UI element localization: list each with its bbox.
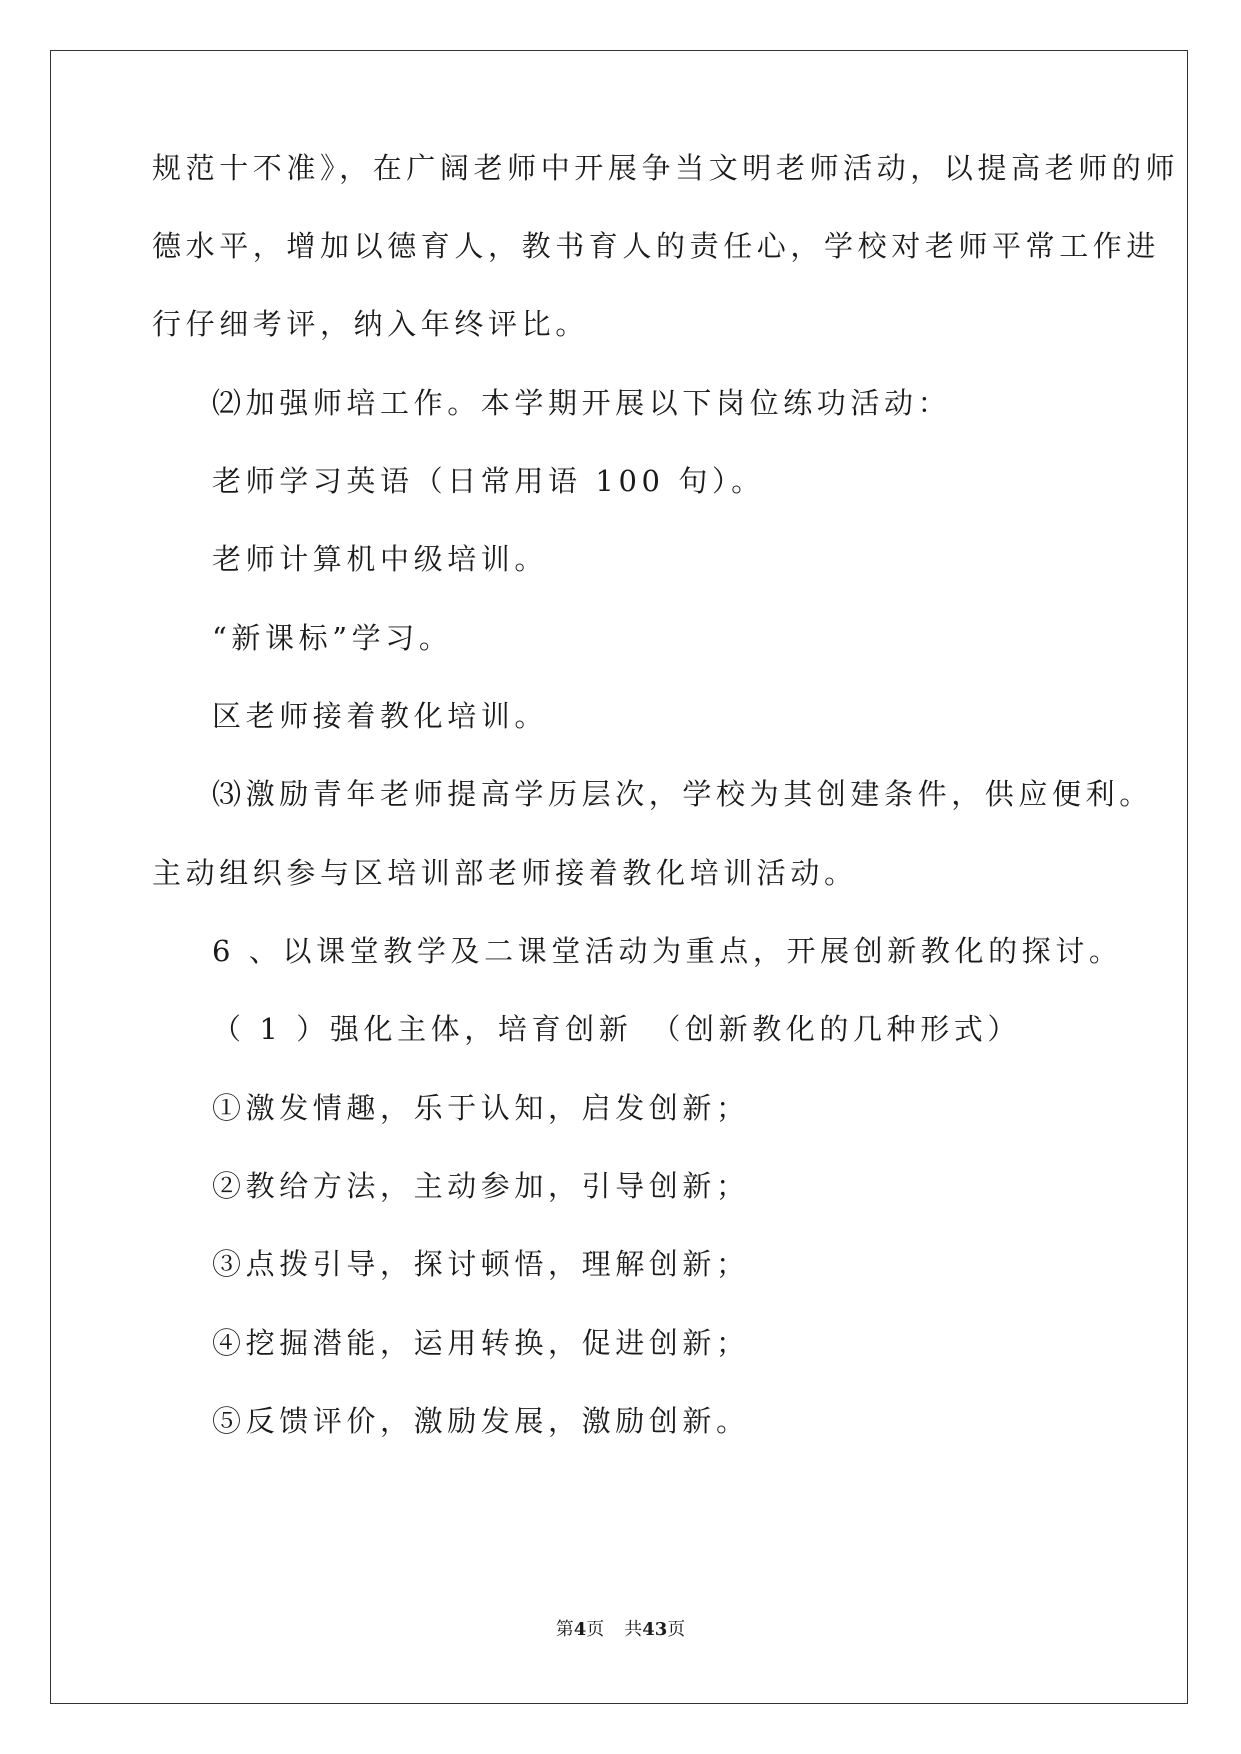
paragraph-line-2: 德水平，增加以德育人，教书育人的责任心，学校对老师平常工作进 bbox=[152, 229, 1161, 263]
total-pages: 43 bbox=[642, 1619, 668, 1640]
paragraph-line-4: ⑵加强师培工作。本学期开展以下岗位练功活动： bbox=[212, 386, 952, 420]
paragraph-line-17: ⑤反馈评价，激励发展，激励创新。 bbox=[212, 1404, 750, 1438]
paragraph-line-3: 行仔细考评，纳入年终评比。 bbox=[152, 307, 589, 341]
paragraph-line-14: ②教给方法，主动参加，引导创新； bbox=[212, 1169, 750, 1203]
paragraph-line-7: “新课标”学习。 bbox=[212, 621, 453, 655]
paragraph-line-8: 区老师接着教化培训。 bbox=[212, 699, 549, 733]
paragraph-line-16: ④挖掘潜能，运用转换，促进创新； bbox=[212, 1326, 750, 1360]
paragraph-line-5: 老师学习英语（日常用语 100 句）。 bbox=[212, 464, 765, 498]
paragraph-line-6: 老师计算机中级培训。 bbox=[212, 542, 549, 576]
total-suffix: 页 bbox=[667, 1619, 686, 1640]
paragraph-line-15: ③点拨引导，探讨顿悟，理解创新； bbox=[212, 1247, 750, 1281]
paragraph-line-10: 主动组织参与区培训部老师接着教化培训活动。 bbox=[152, 856, 858, 890]
total-prefix: 共 bbox=[624, 1619, 643, 1640]
page-prefix: 第 bbox=[555, 1619, 574, 1640]
paragraph-line-11: 6 、以课堂教学及二课堂活动为重点，开展创新教化的探讨。 bbox=[212, 934, 1123, 968]
page-number: 4 bbox=[573, 1619, 587, 1640]
paragraph-line-13: ①激发情趣，乐于认知，启发创新； bbox=[212, 1091, 750, 1125]
paragraph-line-1: 规范十不准》，在广阔老师中开展争当文明老师活动，以提高老师的师 bbox=[152, 151, 1180, 185]
page-footer bbox=[0, 1618, 1241, 1642]
paragraph-line-12: （ 1 ）强化主体，培育创新 （创新教化的几种形式） bbox=[212, 1012, 1021, 1046]
paragraph-line-9: ⑶激励青年老师提高学历层次，学校为其创建条件，供应便利。 bbox=[212, 777, 1153, 811]
page-suffix: 页 bbox=[586, 1619, 605, 1640]
